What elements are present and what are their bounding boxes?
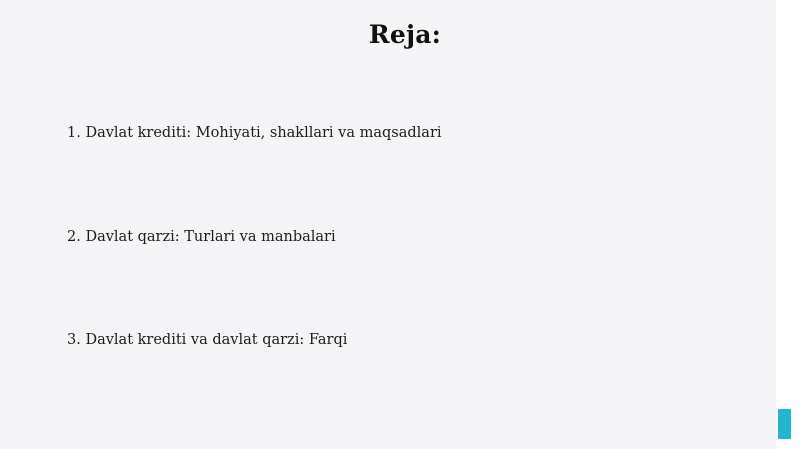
plan-item-2: 2. Davlat qarzi: Turlari va manbalari xyxy=(67,229,336,245)
vertical-scrollbar[interactable] xyxy=(776,0,800,449)
plan-item-3: 3. Davlat krediti va davlat qarzi: Farqi xyxy=(67,332,348,348)
plan-item-1: 1. Davlat krediti: Mohiyati, shakllari va maqsadlari xyxy=(67,125,442,141)
slide-title: Reja: xyxy=(368,20,442,49)
scrollbar-thumb[interactable] xyxy=(778,409,791,439)
